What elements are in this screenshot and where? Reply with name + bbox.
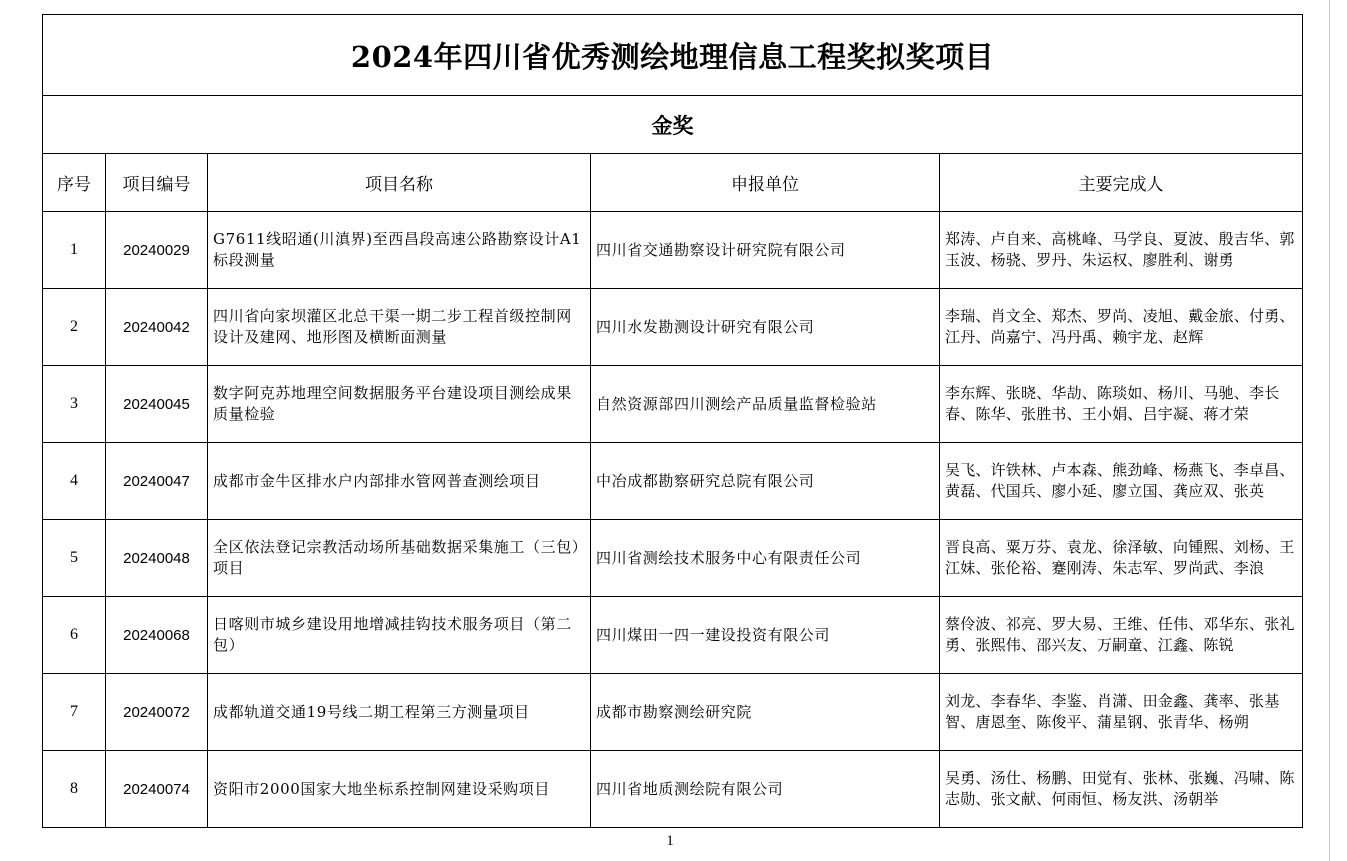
table-row (43, 520, 1303, 597)
row-no: 3 (43, 366, 106, 443)
table-row (43, 597, 1303, 674)
row-code: 20240048 (106, 520, 208, 597)
row-no: 4 (43, 443, 106, 520)
header-code: 项目编号 (106, 154, 208, 212)
row-no: 1 (43, 212, 106, 289)
table-row (43, 751, 1303, 828)
row-people: 李东辉、张晓、华劼、陈琰如、杨川、马驰、李长春、陈华、张胜书、王小娟、吕宇凝、蒋才荣 (940, 366, 1303, 443)
row-name: 全区依法登记宗教活动场所基础数据采集施工（三包）项目 (208, 520, 591, 597)
row-unit: 四川省交通勘察设计研究院有限公司 (591, 212, 940, 289)
row-name: 四川省向家坝灌区北总干渠一期二步工程首级控制网设计及建网、地形图及横断面测量 (208, 289, 591, 366)
row-name: 数字阿克苏地理空间数据服务平台建设项目测绘成果质量检验 (208, 366, 591, 443)
row-code: 20240047 (106, 443, 208, 520)
row-name: 日喀则市城乡建设用地增减挂钩技术服务项目（第二包） (208, 597, 591, 674)
row-people: 刘龙、李春华、李鉴、肖潇、田金鑫、龚率、张基智、唐恩奎、陈俊平、蒲星钢、张青华、杨朔 (940, 674, 1303, 751)
row-people: 晋良高、粟万芬、袁龙、徐泽敏、向锺熙、刘杨、王江妹、张伦裕、蹇刚涛、朱志军、罗尚武、李浪 (940, 520, 1303, 597)
row-unit: 自然资源部四川测绘产品质量监督检验站 (591, 366, 940, 443)
header-unit: 申报单位 (591, 154, 940, 212)
row-code: 20240029 (106, 212, 208, 289)
row-unit: 四川省地质测绘院有限公司 (591, 751, 940, 828)
row-people: 蔡伶波、祁亮、罗大易、王维、任伟、邓华东、张礼勇、张熙伟、邵兴友、万嗣童、江鑫、陈锐 (940, 597, 1303, 674)
table-row (43, 212, 1303, 289)
row-people: 李瑞、肖文全、郑杰、罗尚、凌旭、戴金旅、付勇、江丹、尚嘉宁、冯丹禹、赖宇龙、赵辉 (940, 289, 1303, 366)
row-name: 资阳市2000国家大地坐标系控制网建设采购项目 (208, 751, 591, 828)
row-people: 吴飞、许铁林、卢本森、熊劲峰、杨燕飞、李卓昌、黄磊、代国兵、廖小延、廖立国、龚应双、张英 (940, 443, 1303, 520)
row-no: 6 (43, 597, 106, 674)
table-row (43, 674, 1303, 751)
row-unit: 中冶成都勘察研究总院有限公司 (591, 443, 940, 520)
row-no: 5 (43, 520, 106, 597)
row-people: 吴勇、汤仕、杨鹏、田觉有、张林、张巍、冯啸、陈志勋、张文献、何雨恒、杨友洪、汤朝举 (940, 751, 1303, 828)
document-title: 2024年四川省优秀测绘地理信息工程奖拟奖项目 (43, 15, 1303, 96)
award-table (42, 14, 1303, 828)
row-code: 20240074 (106, 751, 208, 828)
row-unit: 四川煤田一四一建设投资有限公司 (591, 597, 940, 674)
row-code: 20240072 (106, 674, 208, 751)
header-name: 项目名称 (208, 154, 591, 212)
page-number: 1 (666, 833, 674, 849)
table-header-row (43, 154, 1303, 212)
row-unit: 成都市勘察测绘研究院 (591, 674, 940, 751)
row-unit: 四川省测绘技术服务中心有限责任公司 (591, 520, 940, 597)
row-name: 成都轨道交通19号线二期工程第三方测量项目 (208, 674, 591, 751)
row-unit: 四川水发勘测设计研究有限公司 (591, 289, 940, 366)
header-no: 序号 (43, 154, 106, 212)
page-edge-line (1329, 0, 1330, 861)
table-row (43, 289, 1303, 366)
row-no: 8 (43, 751, 106, 828)
row-people: 郑涛、卢自来、高桃峰、马学良、夏波、殷吉华、郭玉波、杨骁、罗丹、朱运权、廖胜利、谢勇 (940, 212, 1303, 289)
table-row (43, 443, 1303, 520)
table-row (43, 366, 1303, 443)
row-no: 2 (43, 289, 106, 366)
row-code: 20240042 (106, 289, 208, 366)
row-code: 20240068 (106, 597, 208, 674)
row-no: 7 (43, 674, 106, 751)
section-title: 金奖 (43, 96, 1303, 154)
row-name: 成都市金牛区排水户内部排水管网普查测绘项目 (208, 443, 591, 520)
row-name: G7611线昭通(川滇界)至西昌段高速公路勘察设计A1标段测量 (208, 212, 591, 289)
row-code: 20240045 (106, 366, 208, 443)
header-people: 主要完成人 (940, 154, 1303, 212)
